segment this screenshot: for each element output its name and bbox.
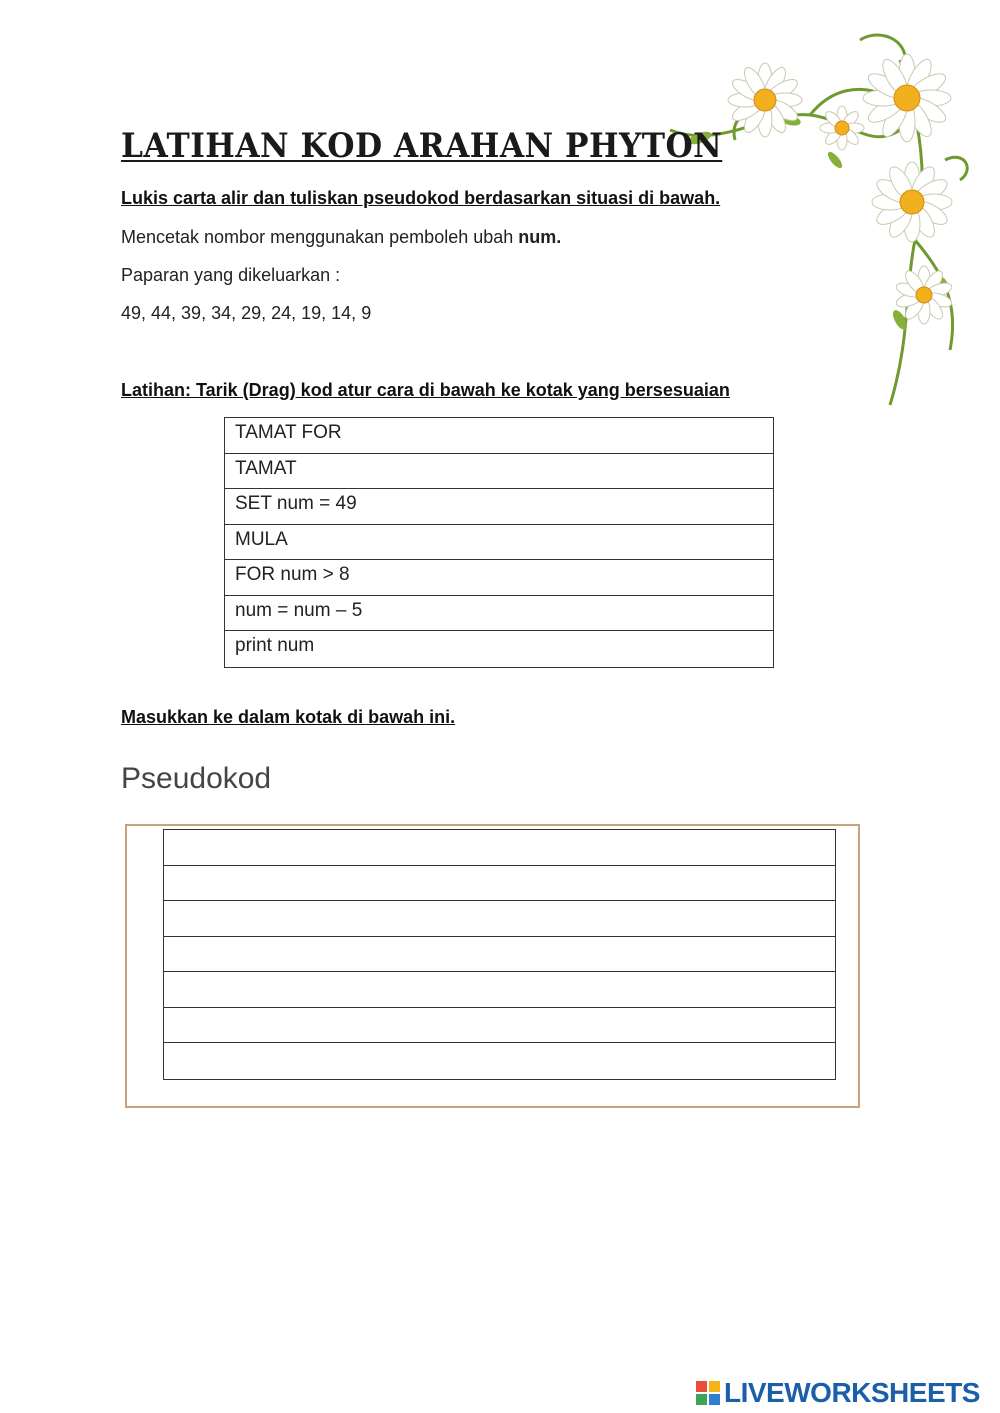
drag-item-tamat[interactable]: TAMAT [225,454,773,490]
drop-slot[interactable] [164,1043,835,1079]
drag-item-mula[interactable]: MULA [225,525,773,561]
drag-item-for-num[interactable]: FOR num > 8 [225,560,773,596]
drag-item-print-num[interactable]: print num [225,631,773,667]
drop-slot[interactable] [164,937,835,973]
drag-source-list [224,417,774,668]
drag-item-tamat-for[interactable]: TAMAT FOR [225,418,773,454]
output-values: 49, 44, 39, 34, 29, 24, 19, 14, 9 [121,303,372,323]
situation-description [121,227,561,248]
output-label: Paparan yang dikeluarkan : [121,265,341,285]
liveworksheets-logo-icon [696,1381,720,1405]
brand-text: LIVEWORKSHEETS [724,1377,980,1408]
drop-target-list [163,829,836,1080]
flower-decoration [660,20,1000,415]
drag-instruction: Latihan: Tarik (Drag) kod atur cara di bawah ke kotak yang bersesuaian [121,380,730,400]
drag-item-set-num[interactable]: SET num = 49 [225,489,773,525]
task-instruction: Lukis carta alir dan tuliskan pseudokod berdasarkan situasi di bawah. [121,188,721,208]
description-text: Mencetak nombor menggunakan pemboleh ubah [121,227,514,247]
page-title: LATIHAN KOD ARAHAN PHYTON [121,126,723,166]
drop-slot[interactable] [164,1008,835,1044]
drop-instruction: Masukkan ke dalam kotak di bawah ini. [121,707,456,727]
drop-slot[interactable] [164,972,835,1008]
drag-item-num-minus[interactable]: num = num – 5 [225,596,773,632]
drop-slot[interactable] [164,901,835,937]
drop-slot[interactable] [164,830,835,866]
liveworksheets-brand [696,1376,980,1410]
variable-name: num. [518,227,562,247]
pseudocode-heading: Pseudokod [121,762,272,795]
drop-slot[interactable] [164,866,835,902]
